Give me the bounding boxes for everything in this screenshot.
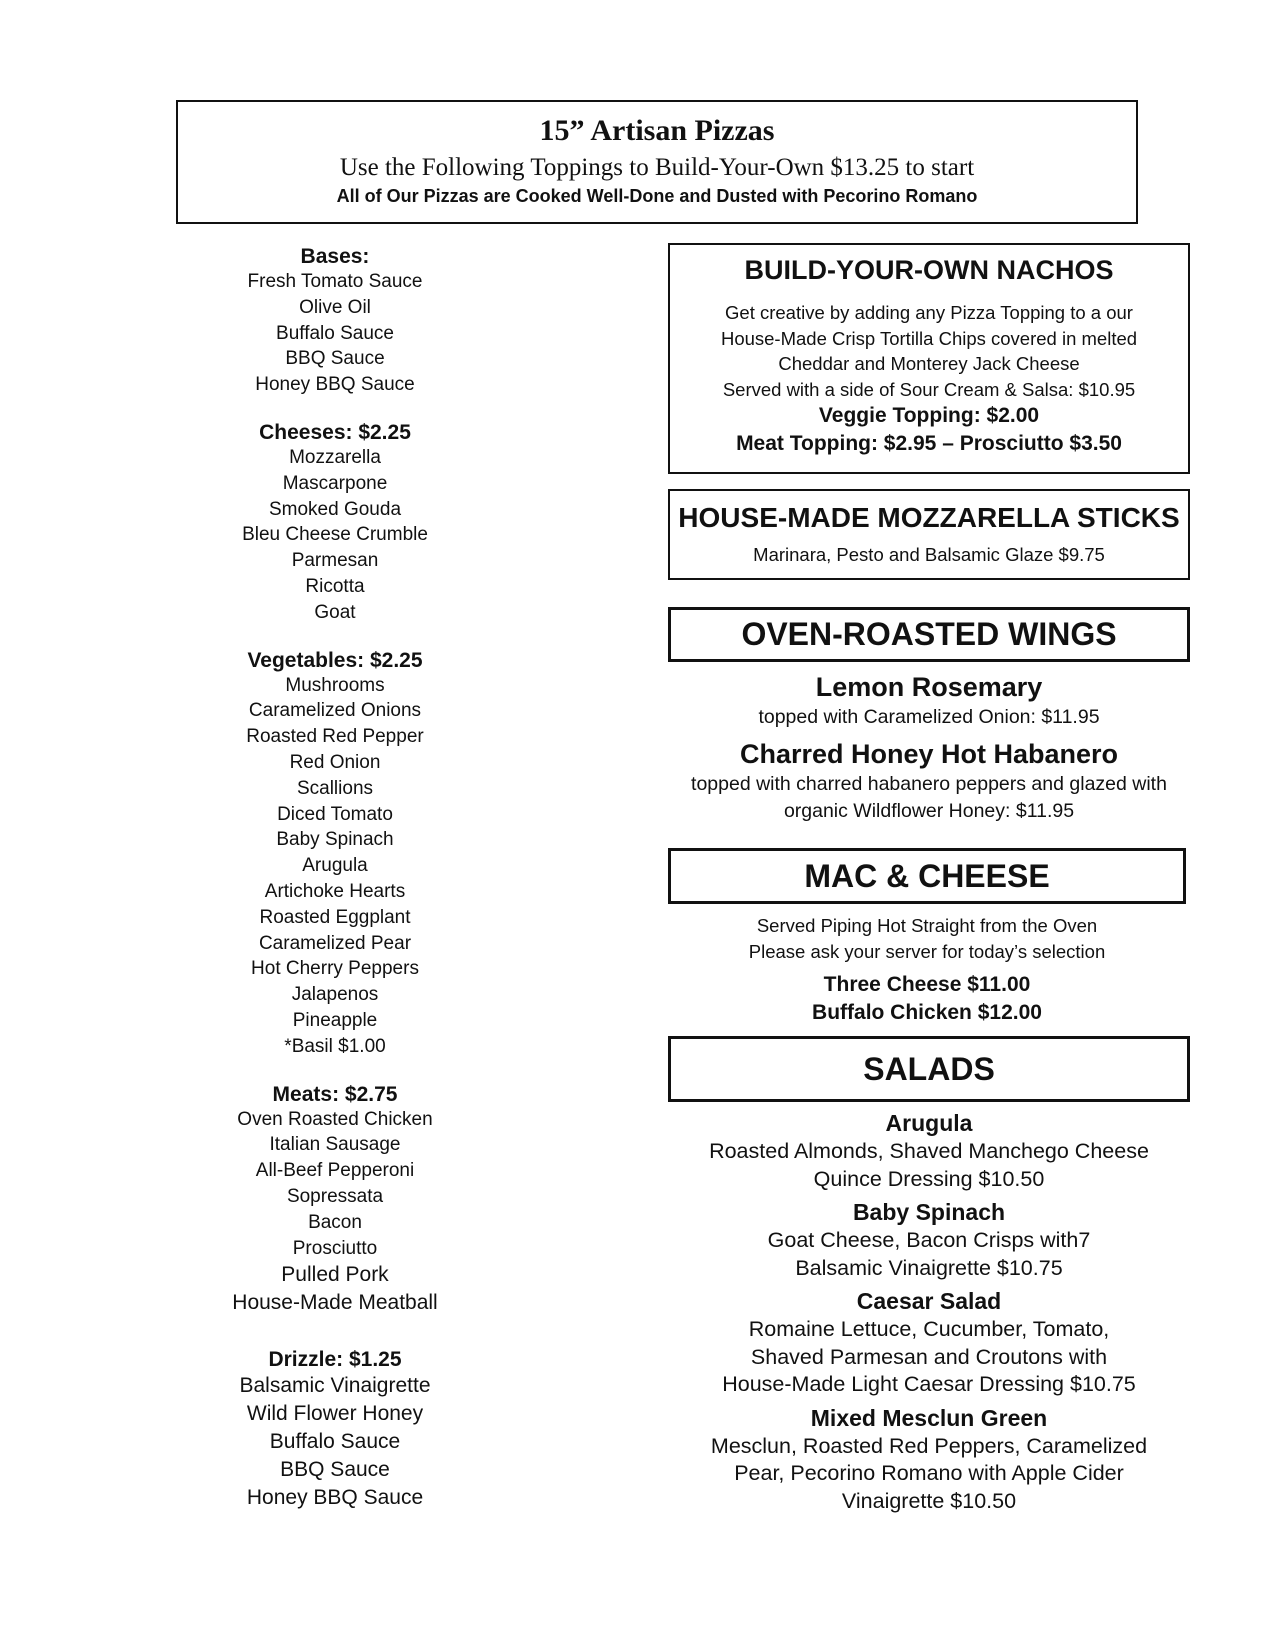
wing-name: Charred Honey Hot Habanero — [739, 739, 1119, 769]
topping-item: Caramelized Pear — [258, 932, 412, 954]
salad-item — [668, 1108, 1190, 1193]
topping-item: House-Made Meatball — [232, 1291, 438, 1315]
salad-desc: Roasted Almonds, Shaved Manchego Cheese — [709, 1139, 1149, 1163]
group-title: Drizzle: $1.25 — [268, 1348, 402, 1372]
salad-desc: Balsamic Vinaigrette $10.75 — [795, 1255, 1063, 1280]
salad-desc: Vinaigrette $10.50 — [841, 1488, 1017, 1513]
salad-desc: Pear, Pecorino Romano with Apple Cider — [734, 1461, 1124, 1485]
mac-title: MAC & CHEESE — [668, 848, 1186, 904]
group-title: Bases: — [300, 245, 370, 268]
topping-item: Buffalo Sauce — [269, 1430, 401, 1454]
topping-item: Wild Flower Honey — [246, 1402, 424, 1426]
salad-desc: Quince Dressing $10.50 — [813, 1166, 1045, 1191]
desc-line: Get creative by adding any Pizza Topping to a our — [725, 302, 1133, 323]
topping-item: Balsamic Vinaigrette — [239, 1374, 431, 1398]
wings-items — [668, 670, 1190, 831]
topping-item: Pineapple — [292, 1009, 378, 1031]
topping-item: Olive Oil — [299, 296, 371, 318]
topping-item: Scallions — [296, 777, 374, 799]
mozzarella-box — [668, 489, 1190, 580]
nachos-box — [668, 243, 1190, 474]
topping-item: All-Beef Pepperoni — [255, 1160, 415, 1182]
salad-name: Caesar Salad — [856, 1288, 1002, 1314]
topping-item: Baby Spinach — [276, 829, 394, 851]
nachos-title: BUILD-YOUR-OWN NACHOS — [744, 255, 1114, 285]
topping-item: BBQ Sauce — [280, 1458, 390, 1482]
mozzarella-description: Marinara, Pesto and Balsamic Glaze $9.75 — [753, 544, 1105, 565]
mac-desc: Served Piping Hot Straight from the Oven — [756, 915, 1098, 936]
topping-group-vegetables — [200, 648, 470, 1060]
topping-item: Artichoke Hearts — [264, 880, 406, 902]
mozzarella-title: HOUSE-MADE MOZZARELLA STICKS — [678, 502, 1180, 533]
salad-item — [668, 1286, 1190, 1399]
topping-item: Roasted Eggplant — [259, 906, 411, 928]
topping-item: Mascarpone — [282, 472, 388, 494]
topping-item: Bacon — [308, 1211, 362, 1233]
topping-group-drizzle — [200, 1347, 470, 1512]
toppings-column — [200, 244, 470, 1534]
salad-name: Arugula — [885, 1110, 973, 1136]
pizza-subtitle: Use the Following Toppings to Build-Your-Own $13.25 to start — [339, 154, 975, 181]
topping-item: Hot Cherry Peppers — [251, 958, 419, 980]
topping-item: BBQ Sauce — [285, 348, 385, 370]
wing-desc: topped with Caramelized Onion: $11.95 — [758, 706, 1100, 728]
pizza-header-box — [176, 100, 1138, 224]
mac-item: Three Cheese $11.00 — [823, 973, 1031, 996]
pizza-title: 15” Artisan Pizzas — [539, 114, 775, 147]
topping-item: *Basil $1.00 — [284, 1035, 386, 1057]
salad-name: Baby Spinach — [852, 1199, 1006, 1225]
topping-item: Smoked Gouda — [268, 498, 402, 520]
topping-item: Mozzarella — [289, 446, 381, 468]
topping-item: Prosciutto — [292, 1237, 378, 1259]
salad-desc: Romaine Lettuce, Cucumber, Tomato, — [748, 1317, 1110, 1341]
topping-group-cheeses — [200, 420, 470, 626]
topping-item: Fresh Tomato Sauce — [247, 271, 423, 292]
salad-desc: Shaved Parmesan and Croutons with — [750, 1344, 1108, 1369]
topping-item: Pulled Pork — [281, 1263, 389, 1287]
topping-item: Italian Sausage — [269, 1134, 401, 1156]
pizza-note: All of Our Pizzas are Cooked Well-Done and Dusted with Pecorino Romano — [336, 186, 978, 206]
group-title: Cheeses: $2.25 — [259, 420, 411, 444]
nachos-description — [670, 300, 1188, 402]
group-title: Vegetables: $2.25 — [247, 648, 423, 672]
topping-item: Diced Tomato — [277, 803, 393, 825]
mac-desc: Please ask your server for today’s selection — [748, 941, 1106, 962]
topping-item: Goat — [314, 601, 356, 623]
topping-item: Jalapenos — [291, 984, 379, 1006]
nachos-meat-price: Meat Topping: $2.95 – Prosciutto $3.50 — [736, 432, 1122, 455]
topping-item: Buffalo Sauce — [276, 322, 394, 344]
topping-item: Mushrooms — [285, 674, 385, 696]
group-title: Meats: $2.75 — [272, 1082, 398, 1106]
topping-item: Sopressata — [286, 1185, 384, 1207]
wing-desc: topped with charred habanero peppers and glazed with — [691, 773, 1167, 795]
wings-title: OVEN-ROASTED WINGS — [668, 607, 1190, 662]
mac-content — [668, 913, 1186, 1027]
topping-group-meats — [200, 1082, 470, 1318]
topping-item: Honey BBQ Sauce — [255, 374, 415, 396]
topping-item: Honey BBQ Sauce — [246, 1486, 424, 1510]
salad-desc: Goat Cheese, Bacon Crisps with7 — [767, 1228, 1091, 1252]
topping-item: Roasted Red Pepper — [246, 726, 424, 748]
topping-item: Bleu Cheese Crumble — [242, 524, 428, 546]
topping-group-bases — [200, 244, 470, 398]
topping-item: Parmesan — [291, 550, 379, 572]
desc-line: House-Made Crisp Tortilla Chips covered in melted — [720, 327, 1138, 349]
salads-title: SALADS — [668, 1036, 1190, 1102]
mac-item: Buffalo Chicken $12.00 — [812, 1001, 1042, 1024]
salad-desc: House-Made Light Caesar Dressing $10.75 — [722, 1372, 1136, 1396]
topping-item: Ricotta — [305, 575, 365, 597]
salad-name: Mixed Mesclun Green — [810, 1404, 1048, 1431]
salad-item — [668, 1197, 1190, 1282]
nachos-veggie-price: Veggie Topping: $2.00 — [818, 404, 1040, 427]
desc-line: Cheddar and Monterey Jack Cheese — [778, 353, 1080, 374]
topping-item: Caramelized Onions — [248, 700, 422, 722]
salads-list — [668, 1108, 1190, 1519]
topping-item: Arugula — [302, 855, 368, 877]
salad-item — [668, 1403, 1190, 1516]
wing-desc: organic Wildflower Honey: $11.95 — [783, 800, 1075, 822]
desc-line: Served with a side of Sour Cream & Salsa: $10.95 — [722, 378, 1136, 400]
topping-item: Red Onion — [289, 751, 381, 773]
topping-item: Oven Roasted Chicken — [237, 1108, 433, 1130]
wing-name: Lemon Rosemary — [815, 672, 1043, 702]
salad-desc: Mesclun, Roasted Red Peppers, Caramelized — [710, 1433, 1148, 1458]
